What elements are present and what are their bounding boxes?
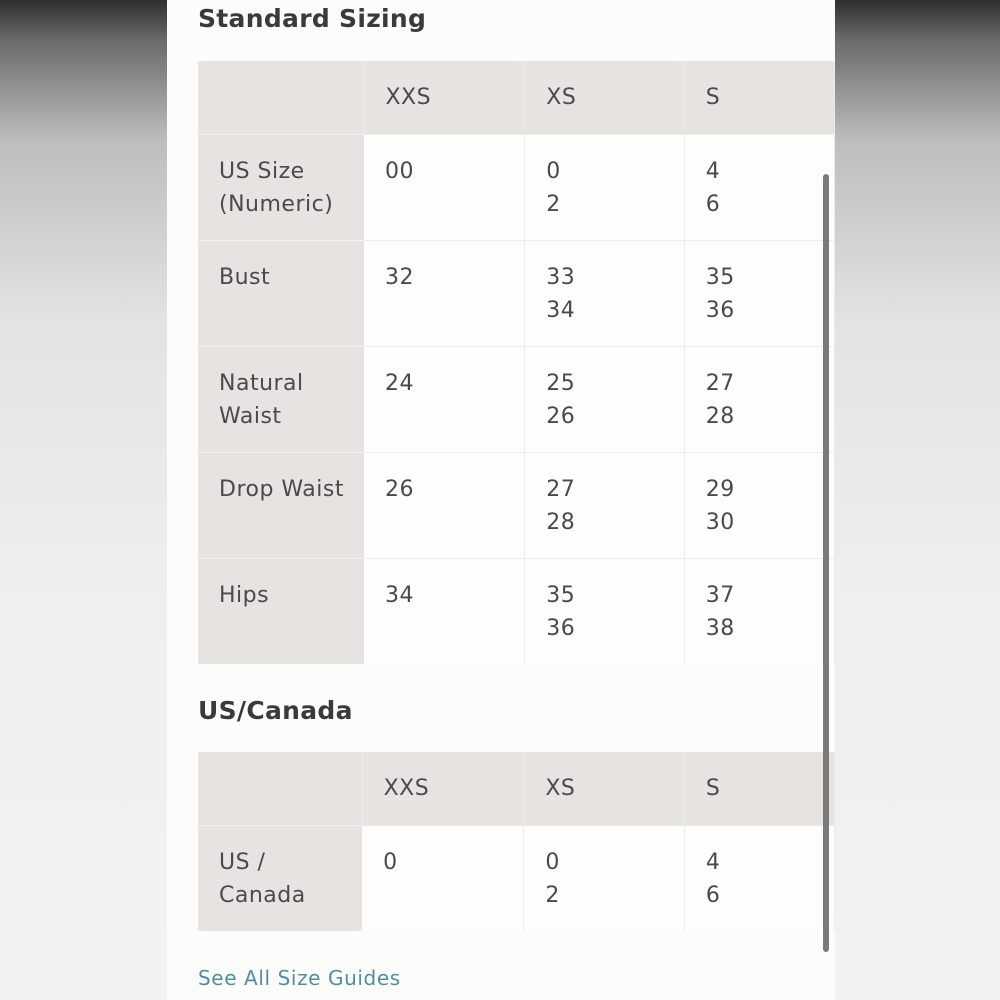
cell-line: 6 (705, 882, 721, 908)
cell-line: 37 (705, 582, 735, 608)
cell-line: US / (219, 849, 266, 875)
cell-line: 0 (383, 849, 398, 875)
table-cell (364, 134, 525, 240)
cell-line: Canada (219, 882, 306, 908)
us-canada-title: US/Canada (198, 696, 353, 725)
standard-sizing-table (198, 61, 835, 664)
cell-line: 30 (705, 509, 735, 535)
scrollbar[interactable] (823, 174, 829, 952)
cell-line: 0 (546, 158, 561, 184)
table-cell (684, 134, 834, 240)
table-row (198, 825, 835, 931)
cell-line: 36 (546, 615, 576, 641)
cell-line: 35 (705, 264, 735, 290)
cell-line: 27 (705, 370, 735, 396)
table-cell (525, 558, 684, 664)
cell-line: (Numeric) (219, 191, 334, 217)
column-header-s: S (684, 61, 834, 134)
table-cell (364, 240, 525, 346)
cell-line: Waist (219, 403, 282, 429)
table-cell (362, 825, 524, 931)
cell-line: 36 (705, 297, 735, 323)
cell-line: 34 (546, 297, 576, 323)
cell-line: 6 (705, 191, 721, 217)
cell-line: Drop Waist (219, 476, 344, 502)
cell-line: 0 (545, 849, 560, 875)
table-row (198, 558, 835, 664)
table-header-row (198, 61, 835, 134)
table-cell (684, 346, 834, 452)
standard-sizing-title: Standard Sizing (198, 4, 427, 33)
cell-line: 2 (545, 882, 560, 908)
cell-line: 25 (546, 370, 576, 396)
table-cell (525, 240, 684, 346)
cell-line: 2 (546, 191, 561, 217)
table-cell (684, 452, 834, 558)
table-row (198, 346, 835, 452)
table-cell (364, 346, 525, 452)
cell-line: 4 (705, 849, 721, 875)
cell-line: 28 (546, 509, 576, 535)
table-cell (364, 452, 525, 558)
column-header-xxs: XXS (362, 752, 524, 825)
cell-line: 27 (546, 476, 576, 502)
cell-line: 38 (705, 615, 735, 641)
cell-line: 32 (384, 264, 414, 290)
table-cell (525, 452, 684, 558)
cell-line: 33 (546, 264, 576, 290)
table-cell (684, 240, 834, 346)
cell-line: 24 (384, 370, 414, 396)
table-corner-cell (198, 752, 362, 825)
row-label (198, 452, 364, 558)
table-row (198, 452, 835, 558)
cell-line: 29 (705, 476, 735, 502)
size-guide-panel (167, 0, 835, 1000)
see-all-size-guides-link[interactable]: See All Size Guides (198, 966, 401, 990)
us-canada-table (198, 752, 835, 931)
cell-line: Hips (219, 582, 270, 608)
column-header-xs: XS (524, 752, 685, 825)
column-header-s: S (684, 752, 834, 825)
row-label (198, 558, 364, 664)
cell-line: US Size (219, 158, 305, 184)
table-cell (364, 558, 525, 664)
table-row (198, 134, 835, 240)
cell-line: Natural (219, 370, 304, 396)
table-cell (525, 134, 684, 240)
cell-line: 28 (705, 403, 735, 429)
table-cell (684, 558, 834, 664)
cell-line: 26 (546, 403, 576, 429)
table-row (198, 240, 835, 346)
cell-line: 4 (705, 158, 721, 184)
row-label (198, 825, 362, 931)
table-cell (524, 825, 685, 931)
row-label (198, 134, 364, 240)
row-label (198, 346, 364, 452)
row-label (198, 240, 364, 346)
cell-line: 26 (384, 476, 414, 502)
cell-line: 00 (384, 158, 414, 184)
table-cell (684, 825, 834, 931)
cell-line: 35 (546, 582, 576, 608)
column-header-xs: XS (525, 61, 684, 134)
table-cell (525, 346, 684, 452)
table-corner-cell (198, 61, 364, 134)
cell-line: 34 (384, 582, 414, 608)
cell-line: Bust (219, 264, 271, 290)
table-header-row (198, 752, 835, 825)
column-header-xxs: XXS (364, 61, 525, 134)
